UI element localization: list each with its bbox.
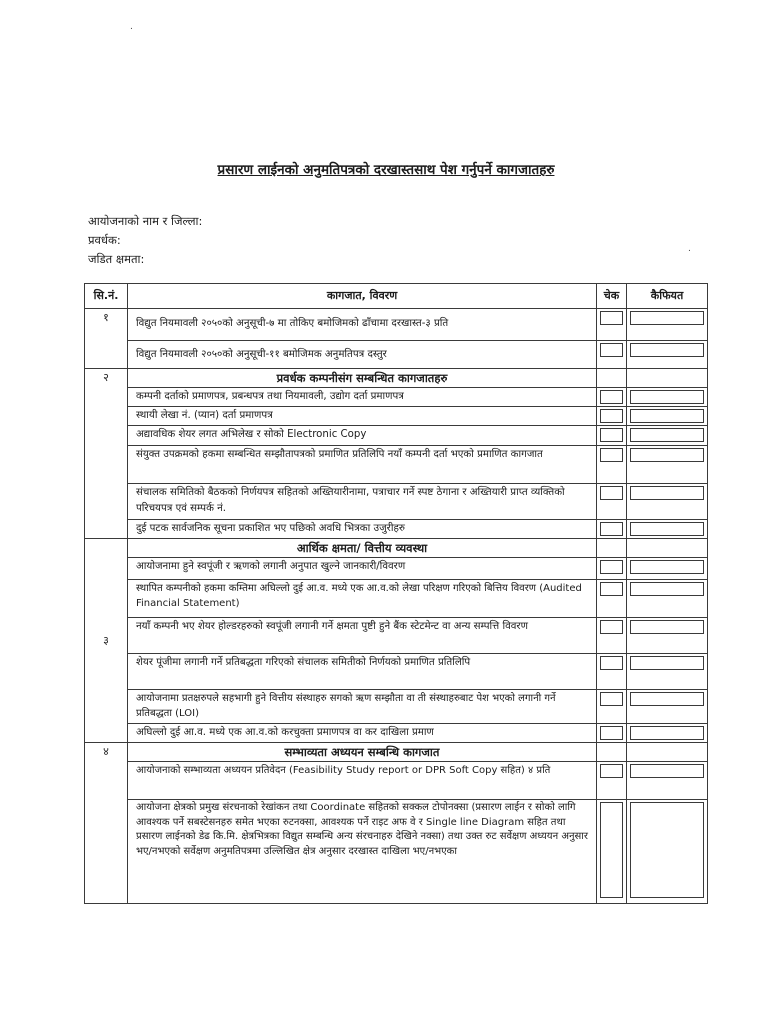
table-row — [85, 690, 708, 724]
check-cell[interactable] — [597, 426, 627, 446]
check-box[interactable] — [600, 764, 623, 778]
document-item: विद्युत नियमावली २०५०को अनुसूची-११ बमोजिमक अनुमतिपत्र दस्तुर — [128, 341, 597, 369]
check-cell[interactable] — [597, 618, 627, 654]
table-row — [85, 800, 708, 904]
table-row — [85, 558, 708, 580]
check-cell[interactable] — [597, 484, 627, 520]
serial-number: ४ — [85, 743, 128, 904]
table-row — [85, 724, 708, 743]
document-item: शेयर पूंजीमा लगानी गर्ने प्रतिबद्धता गरिएको संचालक समितीको निर्णयको प्रमाणित प्रतिलिपि — [128, 654, 597, 690]
check-box[interactable] — [600, 428, 623, 442]
table-row — [85, 618, 708, 654]
remark-cell[interactable] — [627, 654, 708, 690]
table-row — [85, 446, 708, 484]
check-cell[interactable] — [597, 446, 627, 484]
section-heading-row — [85, 743, 708, 762]
document-item: आयोजनाको सम्भाव्यता अध्ययन प्रतिवेदन (Feasibility Study report or DPR Soft Copy सहित) ४ प्रति — [128, 762, 597, 800]
remark-cell[interactable] — [627, 388, 708, 407]
serial-number: ३ — [85, 539, 128, 743]
header-check: चेक — [597, 284, 627, 309]
project-name-label: आयोजनाको नाम र जिल्ला: — [88, 214, 203, 228]
check-box[interactable] — [600, 692, 623, 706]
table-header-row — [85, 284, 708, 309]
scan-speck: . — [130, 22, 133, 32]
remark-cell[interactable] — [627, 690, 708, 724]
serial-number: १ — [85, 309, 128, 369]
check-box[interactable] — [600, 522, 623, 536]
section-heading: सम्भाव्यता अध्ययन सम्बन्धि कागजात — [128, 743, 597, 762]
table-row — [85, 484, 708, 520]
check-box[interactable] — [600, 560, 623, 574]
table-row — [85, 407, 708, 426]
check-cell[interactable] — [597, 580, 627, 618]
document-item: दुई पटक सार्वजनिक सूचना प्रकाशित भए पछिको अवधि भित्रका उजुरीहरु — [128, 520, 597, 539]
check-box[interactable] — [600, 409, 623, 423]
check-box[interactable] — [600, 486, 623, 500]
table-row — [85, 580, 708, 618]
table-row — [85, 341, 708, 369]
document-item: विद्युत नियमावली २०५०को अनुसूची-७ मा तोकिए बमोजिमको ढाँचामा दरखास्त-३ प्रति — [128, 309, 597, 341]
scan-speck: . — [688, 244, 691, 254]
check-cell[interactable] — [597, 341, 627, 369]
promoter-label: प्रवर्धक: — [88, 233, 121, 247]
remark-cell[interactable] — [627, 309, 708, 341]
remark-box[interactable] — [630, 522, 704, 536]
document-item: कम्पनी दर्ताको प्रमाणपत्र, प्रबन्धपत्र तथा नियमावली, उद्योग दर्ता प्रमाणपत्र — [128, 388, 597, 407]
remark-box[interactable] — [630, 486, 704, 500]
check-cell[interactable] — [597, 309, 627, 341]
document-checklist-table — [84, 283, 708, 904]
check-box[interactable] — [600, 582, 623, 596]
remark-box[interactable] — [630, 343, 704, 357]
check-box[interactable] — [600, 620, 623, 634]
section-heading-row — [85, 369, 708, 388]
header-remark: कैफियत — [627, 284, 708, 309]
check-box[interactable] — [600, 311, 623, 325]
header-sn: सि.नं. — [85, 284, 128, 309]
document-item: आयोजनामा हुने स्वपूंजी र ऋणको लगानी अनुपात खुल्ने जानकारी/विवरण — [128, 558, 597, 580]
table-row — [85, 309, 708, 341]
capacity-label: जडित क्षमता: — [88, 252, 145, 266]
document-item: स्थापित कम्पनीको हकमा कम्तिमा अघिल्लो दुई आ.व. मध्ये एक आ.व.को लेखा परिक्षण गरिएको बित्तिय विवरण (Audited Financial Statement) — [128, 580, 597, 618]
table-row — [85, 762, 708, 800]
document-item: अद्यावधिक शेयर लगत अभिलेख र सोको Electronic Copy — [128, 426, 597, 446]
remark-box[interactable] — [630, 311, 704, 325]
remark-box[interactable] — [630, 764, 704, 778]
remark-cell[interactable] — [627, 558, 708, 580]
remark-cell[interactable] — [627, 580, 708, 618]
check-cell[interactable] — [597, 690, 627, 724]
section-heading: आर्थिक क्षमता/ वित्तीय व्यवस्था — [128, 539, 597, 558]
document-item: आयोजना क्षेत्रको प्रमुख संरचनाको रेखांकन तथा Coordinate सहितको सक्कल टोपोनक्सा (प्रसारण लाईन र सोको लागि आवश्यक पर्ने सबस्टेसनहरु समेत भएका रुटनक्सा, आवश्यक पर्ने राइट अफ वे र Single line Diagram सहित तथा प्रसारण लाईनको डेढ कि.मि. क्षेत्रभित्रका विद्युत सम्बन्धि अन्य संरचनाहरु देखिने नक्सा) तथा उक्त रुट सर्वेक्षण अध्ययन अनुसार भए/नभएको सर्वेक्षण अनुमतिपत्रमा उल्लिखित क्षेत्र अनुसार दरखास्त दाखिला भए/नभएका — [128, 800, 597, 904]
check-cell[interactable] — [597, 558, 627, 580]
remark-box[interactable] — [630, 582, 704, 596]
table-row — [85, 520, 708, 539]
table-row — [85, 654, 708, 690]
document-item: अघिल्लो दुई आ.व. मध्ये एक आ.व.को करचुक्ता प्रमाणपत्र वा कर दाखिला प्रमाण — [128, 724, 597, 743]
document-item: आयोजनामा प्रतक्षरुपले सहभागी हुने वित्तीय संस्थाहरु सगको ऋण सम्झौता वा ती संस्थाहरुबाट पेश भएको लगानी गर्ने प्रतिबद्धता (LOI) — [128, 690, 597, 724]
remark-cell[interactable] — [627, 446, 708, 484]
remark-cell[interactable] — [627, 341, 708, 369]
section-heading-row — [85, 539, 708, 558]
remark-box[interactable] — [630, 802, 704, 898]
check-box[interactable] — [600, 390, 623, 404]
check-cell[interactable] — [597, 520, 627, 539]
check-box[interactable] — [600, 656, 623, 670]
check-box[interactable] — [600, 448, 623, 462]
document-item: स्थायी लेखा नं. (प्यान) दर्ता प्रमाणपत्र — [128, 407, 597, 426]
remark-cell[interactable] — [627, 618, 708, 654]
remark-cell[interactable] — [627, 484, 708, 520]
check-box[interactable] — [600, 343, 623, 357]
remark-cell[interactable] — [627, 520, 708, 539]
check-cell[interactable] — [597, 762, 627, 800]
remark-box[interactable] — [630, 390, 704, 404]
remark-box[interactable] — [630, 656, 704, 670]
check-cell[interactable] — [597, 407, 627, 426]
check-box[interactable] — [600, 802, 623, 898]
document-item: संयुक्त उपक्रमको हकमा सम्बन्धित सम्झौतापत्रको प्रमाणित प्रतिलिपि नयाँ कम्पनी दर्ता भएको प्रमाणित कागजात — [128, 446, 597, 484]
remark-box[interactable] — [630, 726, 704, 740]
table-row — [85, 388, 708, 407]
remark-box[interactable] — [630, 620, 704, 634]
check-box[interactable] — [600, 726, 623, 740]
check-cell[interactable] — [597, 388, 627, 407]
check-cell[interactable] — [597, 724, 627, 743]
remark-cell[interactable] — [627, 407, 708, 426]
remark-cell[interactable] — [627, 800, 708, 904]
section-heading: प्रवर्धक कम्पनीसंग सम्बन्धित कागजातहरु — [128, 369, 597, 388]
table-row — [85, 426, 708, 446]
remark-box[interactable] — [630, 409, 704, 423]
check-cell[interactable] — [597, 654, 627, 690]
remark-box[interactable] — [630, 428, 704, 442]
remark-box[interactable] — [630, 692, 704, 706]
remark-box[interactable] — [630, 560, 704, 574]
remark-cell[interactable] — [627, 762, 708, 800]
serial-number: २ — [85, 369, 128, 539]
remark-cell[interactable] — [627, 724, 708, 743]
check-cell[interactable] — [597, 800, 627, 904]
document-item: संचालक समितिको बैठकको निर्णयपत्र सहितको अख्तियारीनामा, पत्राचार गर्ने स्पष्ट ठेगाना र अख्तियारी प्राप्त व्यक्तिको परिचयपत्र एवं सम्पर्क नं. — [128, 484, 597, 520]
header-document: कागजात, विवरण — [128, 284, 597, 309]
document-title: प्रसारण लाईनको अनुमतिपत्रको दरखास्तसाथ पेश गर्नुपर्ने कागजातहरु — [217, 162, 555, 178]
document-item: नयाँ कम्पनी भए शेयर होल्डरहरुको स्वपूंजी लगानी गर्ने क्षमता पुष्टी हुने बैंक स्टेटमेन्ट वा अन्य सम्पत्ति विवरण — [128, 618, 597, 654]
remark-cell[interactable] — [627, 426, 708, 446]
remark-box[interactable] — [630, 448, 704, 462]
